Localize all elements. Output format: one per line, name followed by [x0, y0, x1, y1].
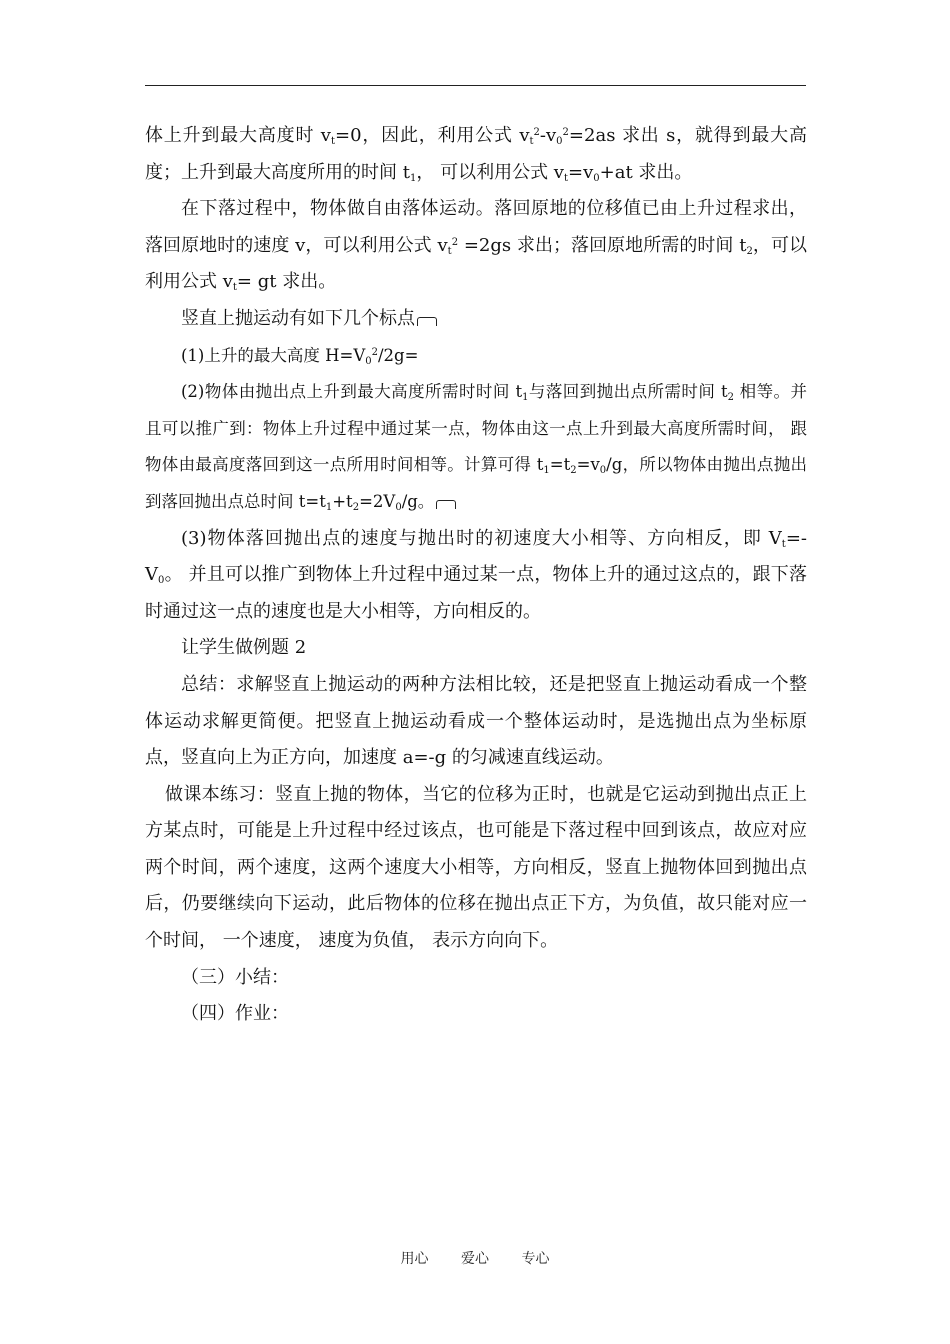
- return-mark-icon: [436, 500, 456, 509]
- section-summary: （三）小结：: [181, 966, 289, 988]
- header-rule: [145, 85, 806, 86]
- document-body: [145, 118, 807, 1033]
- paragraph-falling: 在下落过程中，物体做自由落体运动。落回原地的位移值已由上升过程求出，落回原地时的速度 v，可以利用公式 $v_t^2 =2gs$ 求出；落回原地所需的时间 $t_2$，可以利用公式 $v_t=$ gt 求出。: [145, 198, 808, 294]
- paragraph-example: 让学生做例题 2: [181, 637, 307, 659]
- paragraph-point-2: (2)物体由抛出点上升到最大高度所需时时间 $t_1$与落回到抛出点所需时间 $t_2$ 相等。并且可以推广到：物体上升过程中通过某一点，物体由这一点上升到最大高度所需时间， 跟物体由最高度落回到这一点所用时间相等。计算可得 $t_1=t_2=v_0/g$，所以物体由抛出点抛出到落回抛出点总时间 $t=t_1+t_2=2V_0/g$。: [145, 382, 807, 513]
- footer-item: 专心: [521, 1251, 550, 1267]
- paragraph-summary: 总结：求解竖直上抛运动的两种方法相比较，还是把竖直上抛运动看成一个整体运动求解更简便。把竖直上抛运动看成一个整体运动时，是选抛出点为坐标原点，竖直向上为正方向，加速度 a=-g 的匀减速直线运动。: [145, 673, 807, 769]
- section-homework: （四）作业：: [181, 1003, 289, 1025]
- paragraph-max-height: 体上升到最大高度时 $v_t=0$，因此，利用公式 $v_t^2-v_0^2=2as$ 求出 s，就得到最大高度；上升到最大高度所用的时间 $t_1$， 可以利用公式 $v_t=v_0+at$ 求出。: [145, 125, 807, 184]
- return-mark-icon: [417, 317, 437, 326]
- footer-item: 用心: [400, 1251, 429, 1267]
- paragraph-exercise: 做课本练习：竖直上抛的物体，当它的位移为正时，也就是它运动到抛出点正上方某点时，可能是上升过程中经过该点，也可能是下落过程中回到该点，故应对应两个时间，两个速度，这两个速度大小相等，方向相反，竖直上抛物体回到抛出点后，仍要继续向下运动，此后物体的位移在抛出点正下方，为负值，故只能对应一个时间， 一个速度， 速度为负值， 表示方向向下。: [145, 783, 807, 952]
- paragraph-point-1: (1)上升的最大高度 $H=V_0^2/2g=$: [181, 345, 419, 367]
- paragraph-key-points: 竖直上抛运动有如下几个标点: [145, 301, 807, 338]
- page-footer: [0, 1248, 950, 1268]
- footer-item: 爱心: [461, 1251, 489, 1267]
- paragraph-point-3: (3)物体落回抛出点的速度与抛出时的初速度大小相等、方向相反，即 $V_t=-V_0$。 并且可以推广到物体上升过程中通过某一点，物体上升的通过这点的，跟下落时通过这一点的速度也是大小相等，方向相反的。: [145, 527, 807, 622]
